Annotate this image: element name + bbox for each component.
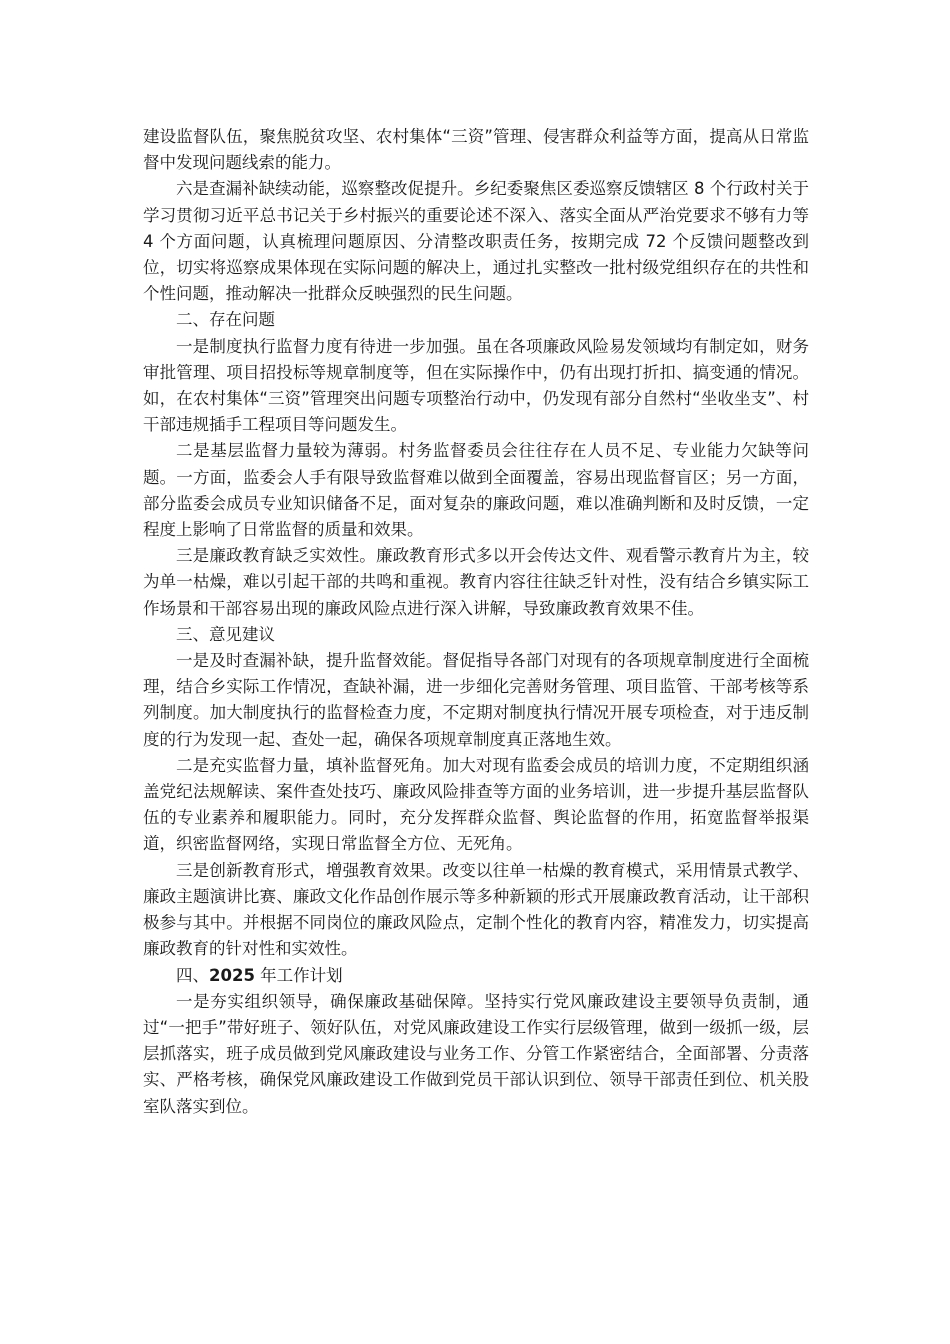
paragraph-continued: 建设监督队伍，聚焦脱贫攻坚、农村集体“三资”管理、侵害群众利益等方面，提高从日常监督中发现问题线索的能力。 — [143, 127, 809, 173]
paragraph-suggestion-two: 二是充实监督力量，填补监督死角。加大对现有监委会成员的培训力度，不定期组织涵盖党纪法规解读、案件查处技巧、廉政风险排查等方面的业务培训，进一步提升基层监督队伍的专业素养和履职能力。同时，充分发挥群众监督、舆论监督的作用，拓宽监督举报渠道，织密监督网络，实现日常监督全方位、无死角。 — [143, 755, 809, 854]
heading-prefix: 四、 — [176, 965, 209, 985]
heading-suffix: 年工作计划 — [254, 965, 343, 985]
paragraph-problem-two: 二是基层监督力量较为薄弱。村务监督委员会往往存在人员不足、专业能力欠缺等问题。一方面，监委会人手有限导致监督难以做到全面覆盖，容易出现监督盲区；另一方面，部分监委会成员专业知识储备不足，面对复杂的廉政问题，难以准确判断和及时反馈，一定程度上影响了日常监督的质量和效果。 — [143, 441, 809, 540]
paragraph-suggestion-one: 一是及时查漏补缺，提升监督效能。督促指导各部门对现有的各项规章制度进行全面梳理，结合乡实际工作情况，查缺补漏，进一步细化完善财务管理、项目监管、干部考核等系列制度。加大制度执行的监督检查力度，不定期对制度执行情况开展专项检查，对于违反制度的行为发现一起、查处一起，确保各项规章制度真正落地生效。 — [143, 651, 809, 749]
paragraph-item-six: 六是查漏补缺续动能，巡察整改促提升。乡纪委聚焦区委巡察反馈辖区 8 个行政村关于学习贯彻习近平总书记关于乡村振兴的重要论述不深入、落实全面从严治党要求不够有力等 4 个方面问题，认真梳理问题原因、分清整改职责任务，按期完成 72 个反馈问题整改到位，切实将巡察成果体现在实际问题的解决上，通过扎实整改一批村级党组织存在的共性和个性问题，推动解决一批群众反映强烈的民生问题。 — [143, 179, 809, 304]
document-page — [143, 124, 809, 1120]
paragraph-suggestion-three: 三是创新教育形式，增强教育效果。改变以往单一枯燥的教育模式，采用情景式教学、廉政主题演讲比赛、廉政文化作品创作展示等多种新颖的形式开展廉政教育活动，让干部积极参与其中。并根据不同岗位的廉政风险点，定制个性化的教育内容，精准发力，切实提高廉政教育的针对性和实效性。 — [143, 860, 809, 959]
section-heading-suggestions: 三、意见建议 — [176, 624, 275, 644]
section-heading-work-plan — [143, 963, 809, 989]
heading-year: 2025 — [209, 965, 255, 985]
paragraph-problem-one: 一是制度执行监督力度有待进一步加强。虽在各项廉政风险易发领域均有制定如，财务审批管理、项目招投标等规章制度等，但在实际操作中，仍有出现打折扣、搞变通的情况。如，在农村集体“三资”管理突出问题专项整治行动中，仍发现有部分自然村“坐收坐支”、村干部违规插手工程项目等问题发生。 — [143, 336, 809, 435]
section-heading-problems: 二、存在问题 — [176, 310, 275, 330]
paragraph-plan-one: 一是夯实组织领导，确保廉政基础保障。坚持实行党风廉政建设主要领导负责制，通过“一把手”带好班子、领好队伍，对党风廉政建设工作实行层级管理，做到一级抓一级，层层抓落实，班子成员做到党风廉政建设与业务工作、分管工作紧密结合，全面部署、分责落实、严格考核，确保党风廉政建设工作做到党员干部认识到位、领导干部责任到位、机关股室队落实到位。 — [143, 991, 809, 1116]
paragraph-problem-three: 三是廉政教育缺乏实效性。廉政教育形式多以开会传达文件、观看警示教育片为主，较为单一枯燥，难以引起干部的共鸣和重视。教育内容往往缺乏针对性，没有结合乡镇实际工作场景和干部容易出现的廉政风险点进行深入讲解，导致廉政教育效果不佳。 — [143, 546, 809, 618]
